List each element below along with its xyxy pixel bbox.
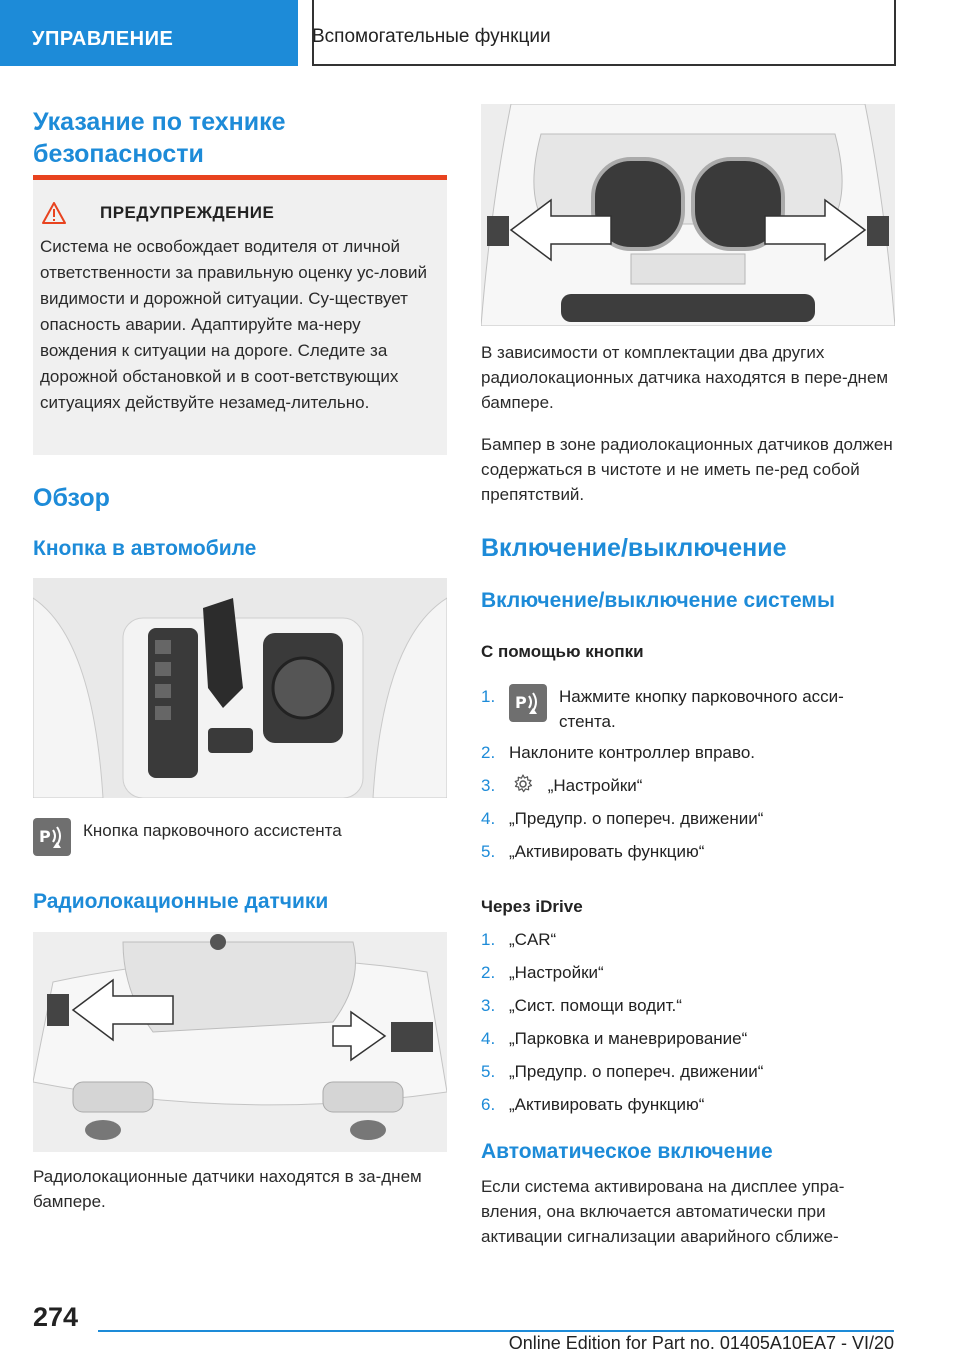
step-text: „Предупр. о попереч. движении“ [509,1062,764,1081]
step-text: „CAR“ [509,930,557,949]
sensors-heading: Радиолокационные датчики [33,890,329,913]
edition-text: Online Edition for Part no. 01405A10EA7 - VI/20 [508,1333,894,1353]
step-number: 3. [481,776,496,795]
front-bumper-image [481,104,895,326]
list-item [481,740,895,765]
via-button-steps [481,684,895,872]
step-number: 4. [481,809,496,828]
svg-text:P: P [39,827,51,846]
button-caption-row [33,818,447,856]
header-underline [312,64,896,66]
park-assist-icon [33,818,71,856]
list-item [481,1092,895,1117]
step-number: 3. [481,996,496,1015]
list-item [481,927,895,952]
overview-heading: Обзор [33,484,110,512]
footer-rule [98,1330,894,1332]
page-number: 274 [33,1302,79,1332]
step-text: „Настройки“ [547,776,643,795]
warning-header [40,202,437,224]
safety-heading: Указание по технике безопасности [33,108,286,168]
button-heading: Кнопка в автомобиле [33,537,257,560]
step-text: Наклоните контроллер вправо. [509,743,756,762]
step-number: 1. [481,687,496,706]
list-item [481,839,895,864]
step-text: Нажмите кнопку парковочного асси-стента. [559,687,844,731]
chapter-tab: УПРАВЛЕНИЕ [0,0,298,66]
list-item [481,1059,895,1084]
list-item [481,993,895,1018]
auto-on-text: Если система активирована на дисплее упра-вления, она включается автоматически при активации сигнализации аварийного сближе- [481,1177,845,1246]
list-item [481,773,895,798]
onoff-heading: Включение/выключение [481,534,787,562]
auto-on-heading: Автоматическое включение [481,1140,773,1163]
list-item [481,806,895,831]
button-caption: Кнопка парковочного ассистента [83,821,342,840]
step-text: „Активировать функцию“ [509,842,705,861]
warning-box [33,175,447,455]
center-console-image [33,578,447,798]
step-number: 4. [481,1029,496,1048]
step-text: „Предупр. о попереч. движении“ [509,809,764,828]
step-number: 5. [481,842,496,861]
step-text: „Парковка и маневрирование“ [509,1029,748,1048]
gear-icon [513,774,533,794]
via-idrive-steps [481,927,895,1125]
system-onoff-heading: Включение/выключение системы [481,589,835,612]
list-item [481,684,895,734]
step-number: 1. [481,930,496,949]
bumper-note: Бампер в зоне радиолокационных датчиков должен содержаться в чистоте и не иметь пе-ред собой препятствий. [481,435,893,504]
step-text: „Активировать функцию“ [509,1095,705,1114]
via-idrive-heading: Через iDrive [481,897,583,916]
header-divider-right [894,0,896,66]
list-item [481,1026,895,1051]
rear-bumper-image [33,932,447,1152]
section-title: Вспомогательные функции [312,26,551,47]
svg-text:P: P [515,693,527,712]
step-text: „Сист. помощи водит.“ [509,996,682,1015]
warning-triangle-icon [42,202,66,224]
step-number: 6. [481,1095,496,1114]
warning-label: ПРЕДУПРЕЖДЕНИЕ [100,203,275,222]
sensors-caption: Радиолокационные датчики находятся в за-днем бампере. [33,1167,422,1211]
via-button-heading: С помощью кнопки [481,642,644,661]
step-number: 2. [481,963,496,982]
step-number: 2. [481,743,496,762]
step-number: 5. [481,1062,496,1081]
park-assist-icon [509,684,547,722]
list-item [481,960,895,985]
step-text: „Настройки“ [509,963,604,982]
warning-text: Система не освобождает водителя от личной ответственности за правильную оценку ус-ловий видимости и дорожной ситуации. Су-ществует опасность аварии. Адаптируйте ма-неру вождения к ситуации на дороге. Следите за дорожной обстановкой и в соот-ветствующих ситуациях действуйте незамед-лительно. [40,237,428,412]
front-caption: В зависимости от комплектации два других радиолокационных датчика находятся в пере-днем бампере. [481,343,889,412]
